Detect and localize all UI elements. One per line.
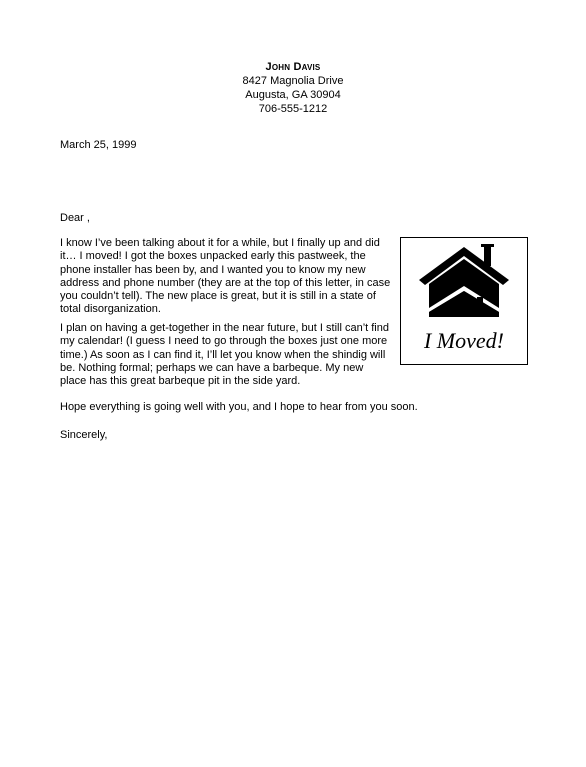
letterhead: [193, 60, 393, 116]
moved-clipart: [400, 237, 528, 365]
salutation: Dear ,: [60, 212, 90, 224]
clipart-caption: I Moved!: [423, 328, 504, 353]
letter-date: March 25, 1999: [60, 139, 137, 151]
body-paragraph-2: I plan on having a get-together in the near future, but I still can’t find my calendar! (I guess I need to go through the boxes just one more time.) As soon as I can find it, I’ll let you know when the shindig will be. Nothing formal; perhaps we can have a barbeque. My new place has this great barbeque pit in the side yard.: [60, 322, 389, 388]
body-paragraph-3: Hope everything is going well with you, and I hope to hear from you soon.: [60, 401, 418, 413]
house-icon: [411, 242, 517, 326]
sender-address: 8427 Magnolia Drive: [242, 75, 344, 87]
closing: Sincerely,: [60, 429, 108, 441]
sender-phone: 706-555-1212: [258, 103, 328, 115]
sender-name: John Davis: [265, 61, 321, 73]
body-paragraph-1: I know I’ve been talking about it for a while, but I finally up and did it… I moved! I got the boxes unpacked early this pastweek, the phone installer has been by, and I wanted you to know my new address and phone number (they are at the top of this letter, in case you couldn’t tell). The new place is great, but it is still in a state of total disorganization.: [60, 237, 391, 316]
sender-city-state-zip: Augusta, GA 30904: [245, 89, 341, 101]
